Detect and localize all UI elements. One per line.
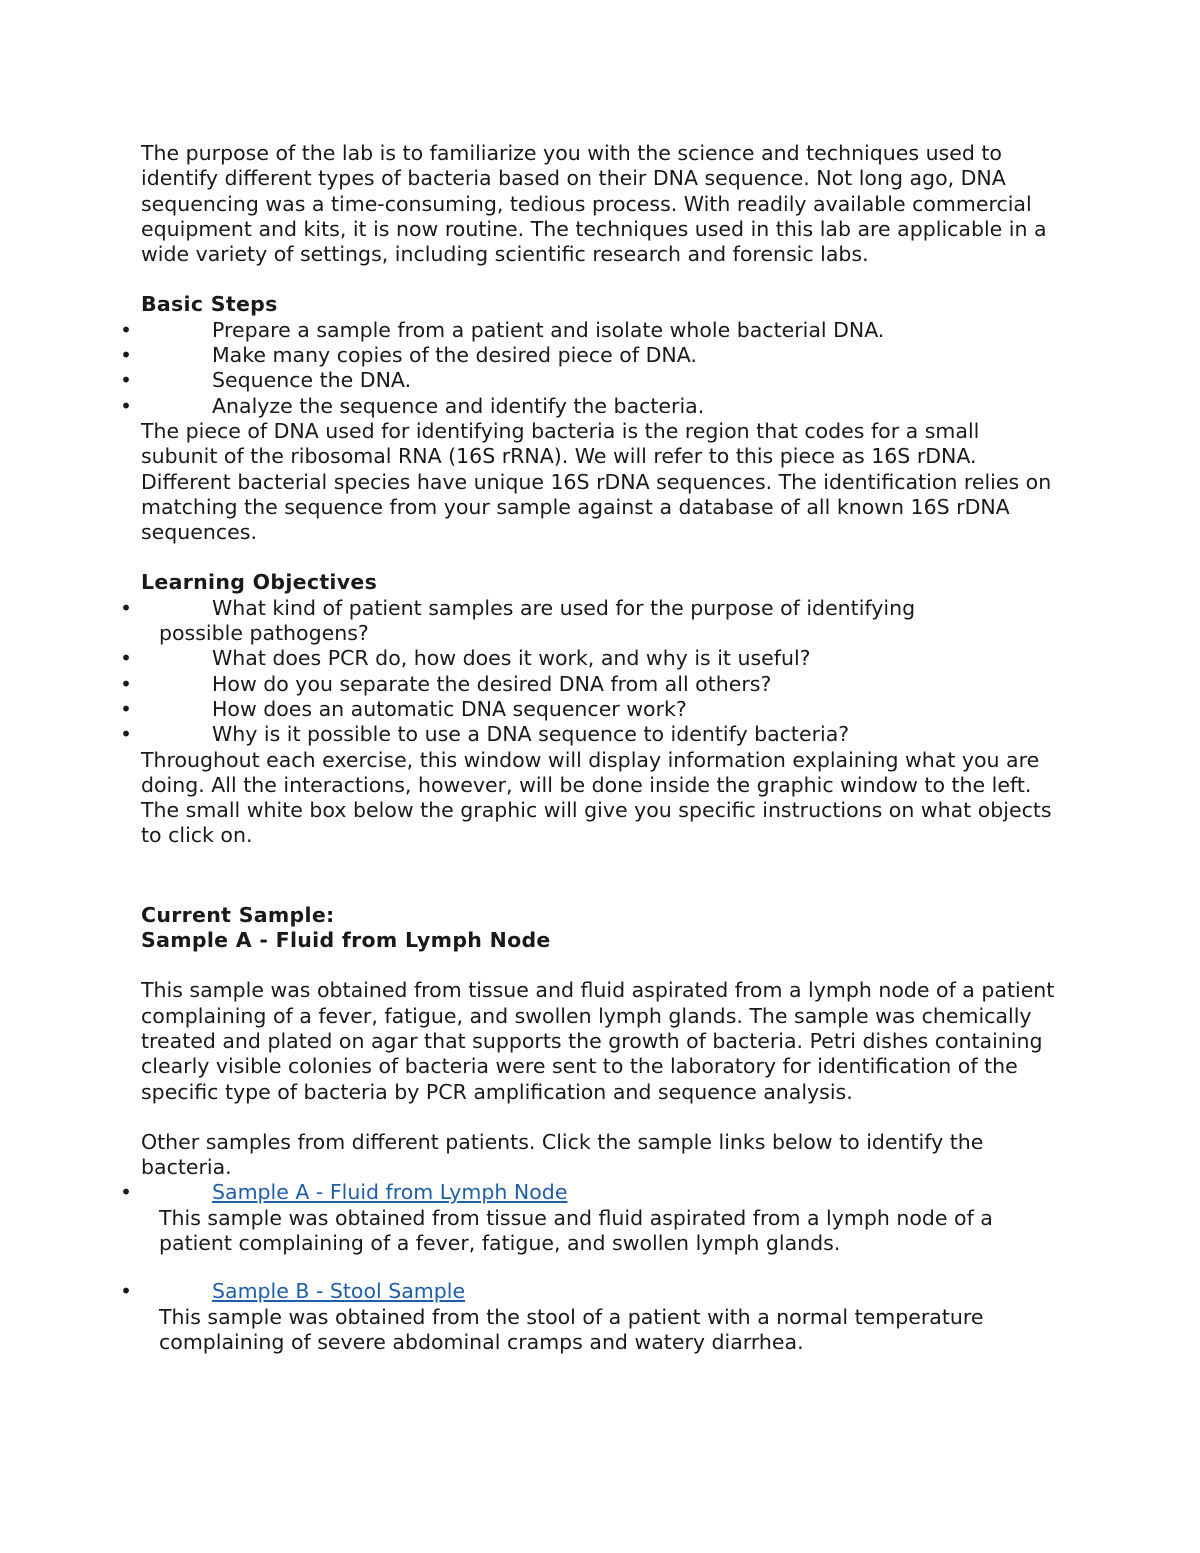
bullet-icon: • bbox=[120, 646, 132, 671]
sample-a-description: This sample was obtained from tissue and fluid aspirated from a lymph node of a patient complaining of a fever, fatigue, and swollen lymph glands. bbox=[159, 1205, 993, 1255]
bullet-icon: • bbox=[120, 1180, 132, 1205]
bullet-icon: • bbox=[120, 393, 132, 418]
bullet-icon: • bbox=[120, 1279, 132, 1304]
sample-a-link[interactable]: Sample A - Fluid from Lymph Node bbox=[212, 1180, 568, 1205]
bullet-icon: • bbox=[120, 671, 132, 696]
bullet-icon: • bbox=[120, 722, 132, 747]
basic-steps-list bbox=[120, 317, 1061, 419]
basic-steps-heading: Basic Steps bbox=[141, 292, 278, 317]
list-item bbox=[120, 1279, 1061, 1355]
list-item bbox=[120, 1180, 1061, 1256]
bullet-icon: • bbox=[120, 368, 132, 393]
list-item: • Prepare a sample from a patient and isolate whole bacterial DNA. bbox=[120, 317, 885, 342]
current-sample-name: Sample A - Fluid from Lymph Node bbox=[141, 928, 551, 953]
bullet-icon: • bbox=[120, 343, 132, 368]
intro-paragraph: The purpose of the lab is to familiarize you with the science and techniques used to identify different types of bacteria based on their DNA sequence. Not long ago, DNA sequencing was a time-consuming, tedious process. With readily available commercial equipment and kits, it is now routine. The techniques used in this lab are applicable in a wide variety of settings, including scientific research and forensic labs. bbox=[141, 141, 1047, 267]
instructions-paragraph: Throughout each exercise, this window will display information explaining what you are doing. All the interactions, however, will be done inside the graphic window to the left. The small white box below the graphic will give you specific instructions on what objects to click on. bbox=[141, 747, 1052, 848]
learning-objectives-list bbox=[120, 595, 1061, 748]
sample-b-link[interactable]: Sample B - Stool Sample bbox=[212, 1279, 466, 1304]
list-item: • Analyze the sequence and identify the bacteria. bbox=[120, 393, 705, 418]
current-sample-label: Current Sample: bbox=[141, 902, 335, 927]
other-samples-intro: Other samples from different patients. Click the sample links below to identify the bacteria. bbox=[141, 1129, 984, 1180]
list-item: • Sequence the DNA. bbox=[120, 368, 412, 393]
learning-objectives-heading: Learning Objectives bbox=[141, 570, 378, 595]
list-item: • What kind of patient samples are used for the purpose of identifying possible pathogens? bbox=[120, 595, 916, 646]
list-item: • What does PCR do, how does it work, and why is it useful? bbox=[120, 646, 811, 671]
list-item: • How do you separate the desired DNA from all others? bbox=[120, 671, 772, 696]
bullet-icon: • bbox=[120, 696, 132, 721]
sample-links-list bbox=[120, 1180, 1061, 1355]
rdna-paragraph: The piece of DNA used for identifying bacteria is the region that codes for a small subunit of the ribosomal RNA (16S rRNA). We will refer to this piece as 16S rDNA. Different bacterial species have unique 16S rDNA sequences. The identification relies on matching the sequence from your sample against a database of all known 16S rDNA sequences. bbox=[141, 418, 1052, 545]
document-page bbox=[120, 141, 1061, 1355]
list-item: • How does an automatic DNA sequencer work? bbox=[120, 696, 687, 721]
list-item: • Why is it possible to use a DNA sequence to identify bacteria? bbox=[120, 722, 850, 747]
bullet-icon: • bbox=[120, 317, 132, 342]
current-sample-description: This sample was obtained from tissue and fluid aspirated from a lymph node of a patient complaining of a fever, fatigue, and swollen lymph glands. The sample was chemically treated and plated on agar that supports the growth of bacteria. Petri dishes containing clearly visible colonies of bacteria were sent to the laboratory for identification of the specific type of bacteria by PCR amplification and sequence analysis. bbox=[141, 978, 1055, 1104]
list-item: • Make many copies of the desired piece of DNA. bbox=[120, 343, 697, 368]
sample-b-description: This sample was obtained from the stool of a patient with a normal temperature complaining of severe abdominal cramps and watery diarrhea. bbox=[159, 1304, 984, 1354]
bullet-icon: • bbox=[120, 595, 132, 620]
